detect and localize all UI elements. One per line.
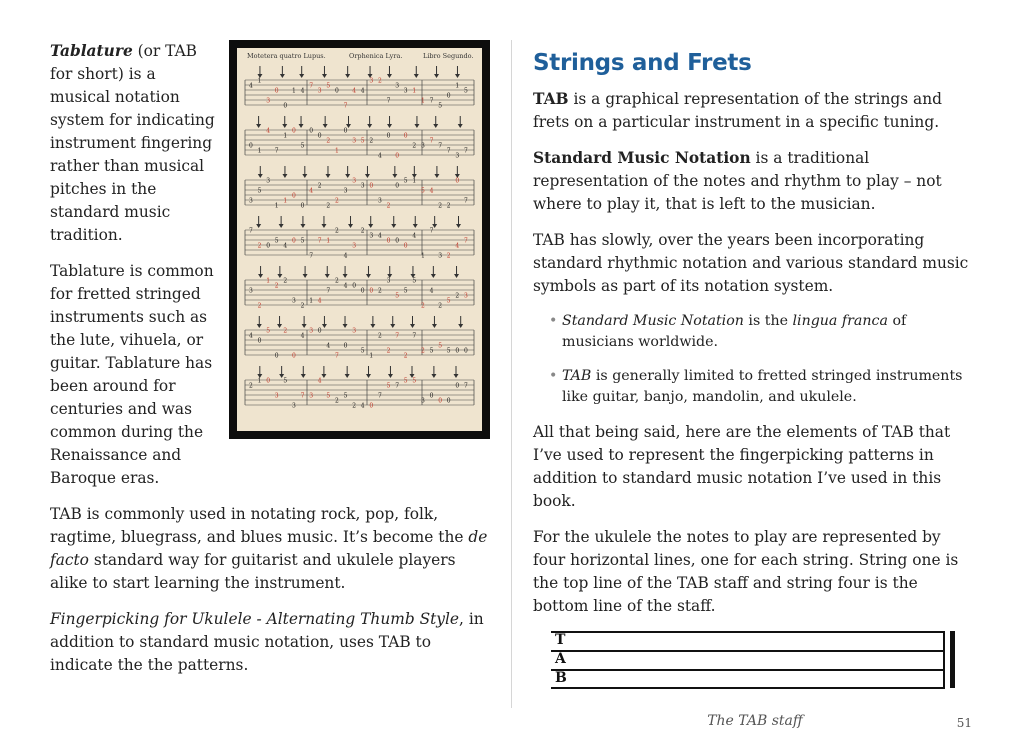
- plate-header-left: Motetera quatro Lupus.: [247, 52, 326, 60]
- book-title: Fingerpicking for Ukulele - Alternating Thumb Style: [50, 610, 460, 628]
- column-divider: [511, 40, 512, 708]
- svg-text:5: 5: [446, 347, 451, 355]
- svg-text:4: 4: [283, 242, 288, 250]
- svg-text:4: 4: [429, 287, 434, 295]
- svg-text:7: 7: [326, 287, 331, 295]
- svg-text:4: 4: [317, 297, 322, 305]
- svg-text:0: 0: [274, 352, 279, 360]
- svg-text:0: 0: [455, 347, 460, 355]
- svg-text:7: 7: [249, 227, 253, 235]
- svg-text:7: 7: [429, 97, 434, 105]
- svg-text:0: 0: [360, 287, 365, 295]
- svg-text:1: 1: [257, 77, 262, 85]
- svg-text:2: 2: [335, 227, 339, 235]
- comparison-bullets: [549, 311, 977, 408]
- svg-text:0: 0: [317, 327, 322, 335]
- tablature-manuscript-drawing: [237, 48, 482, 431]
- tablature-history-paragraph: Tablature is common for fretted stringed instruments such as the lute, vihuela, or guitar. Tablature has been around for centuries and was common during the Renaissance and Baroque eras.: [50, 262, 214, 487]
- svg-text:0: 0: [446, 397, 451, 405]
- svg-text:3: 3: [378, 197, 382, 205]
- svg-text:1: 1: [326, 237, 331, 245]
- svg-text:0: 0: [257, 337, 262, 345]
- svg-text:3: 3: [274, 392, 279, 400]
- svg-text:3: 3: [395, 82, 400, 90]
- svg-text:2: 2: [317, 182, 322, 190]
- svg-text:0: 0: [300, 202, 305, 210]
- svg-text:0: 0: [266, 377, 271, 385]
- svg-text:3: 3: [292, 402, 296, 410]
- svg-text:0: 0: [369, 287, 374, 295]
- svg-text:7: 7: [464, 382, 468, 390]
- svg-text:0: 0: [292, 352, 296, 360]
- tab-evolution-paragraph: TAB has slowly, over the years been incorporating standard rhythmic notation and various standard music symbols as part of its notation system.: [533, 231, 969, 295]
- bullet-dot-icon: •: [549, 313, 558, 329]
- svg-text:1: 1: [412, 87, 417, 95]
- svg-text:2: 2: [369, 137, 374, 145]
- svg-text:7: 7: [438, 142, 443, 150]
- svg-text:1: 1: [292, 87, 296, 95]
- svg-text:7: 7: [274, 147, 279, 155]
- svg-text:0: 0: [455, 177, 460, 185]
- svg-text:3: 3: [352, 242, 357, 250]
- svg-text:0: 0: [274, 87, 279, 95]
- tab-definition-paragraph: TAB is a graphical representation of the strings and frets on a particular instrument in a specific tuning.: [533, 90, 942, 131]
- svg-text:0: 0: [386, 237, 391, 245]
- svg-text:3: 3: [403, 87, 408, 95]
- svg-text:2: 2: [360, 227, 365, 235]
- staff-letter-b: B: [555, 670, 567, 686]
- svg-text:2: 2: [283, 327, 288, 335]
- staff-line: [551, 631, 945, 633]
- staff-letter-a: A: [555, 651, 566, 667]
- svg-text:7: 7: [378, 392, 382, 400]
- svg-text:3: 3: [369, 232, 374, 240]
- svg-text:3: 3: [386, 277, 391, 285]
- svg-text:2: 2: [421, 347, 425, 355]
- svg-text:7: 7: [464, 237, 468, 245]
- tab-staff-figure: [551, 631, 955, 691]
- svg-text:1: 1: [455, 82, 460, 90]
- svg-text:0: 0: [292, 192, 296, 200]
- svg-text:1: 1: [309, 297, 314, 305]
- svg-text:3: 3: [352, 177, 357, 185]
- svg-text:2: 2: [438, 202, 443, 210]
- svg-text:2: 2: [378, 332, 382, 340]
- svg-text:5: 5: [326, 392, 331, 400]
- svg-text:5: 5: [343, 392, 348, 400]
- svg-text:2: 2: [446, 252, 451, 260]
- svg-text:0: 0: [446, 92, 451, 100]
- svg-text:2: 2: [421, 302, 425, 310]
- svg-text:2: 2: [438, 302, 443, 310]
- svg-text:0: 0: [395, 182, 400, 190]
- left-column: [50, 40, 490, 690]
- svg-text:5: 5: [300, 142, 305, 150]
- svg-text:0: 0: [335, 87, 339, 95]
- svg-text:1: 1: [421, 97, 425, 105]
- tablature-intro-paragraph: Tablature (or TAB for short) is a musical notation system for indicating instrument fingering rather than musical pitches in the standard music tradition.: [50, 42, 215, 244]
- svg-text:5: 5: [257, 187, 262, 195]
- svg-text:4: 4: [343, 282, 348, 290]
- svg-text:4: 4: [300, 332, 305, 340]
- svg-text:5: 5: [326, 82, 331, 90]
- svg-text:5: 5: [395, 292, 400, 300]
- svg-text:3: 3: [352, 327, 357, 335]
- elements-intro-paragraph: All that being said, here are the elements of TAB that I’ve used to represent the fingerpicking patterns in addition to standard music notation I’ve used in this book.: [533, 423, 951, 510]
- svg-text:0: 0: [317, 132, 322, 140]
- svg-text:3: 3: [249, 197, 253, 205]
- svg-text:1: 1: [274, 202, 279, 210]
- tablature-term: Tablature: [50, 42, 133, 60]
- svg-text:2: 2: [446, 202, 451, 210]
- svg-text:0: 0: [395, 237, 400, 245]
- bullet-item: • Standard Music Notation is the lingua franca of musicians worldwide.: [549, 313, 907, 350]
- svg-text:5: 5: [421, 187, 425, 195]
- svg-text:3: 3: [309, 327, 314, 335]
- svg-text:7: 7: [464, 197, 468, 205]
- svg-text:2: 2: [326, 137, 331, 145]
- svg-text:3: 3: [343, 187, 348, 195]
- svg-text:2: 2: [335, 277, 339, 285]
- svg-text:7: 7: [309, 82, 314, 90]
- section-heading: Strings and Frets: [533, 50, 752, 76]
- svg-text:5: 5: [283, 377, 288, 385]
- svg-text:0: 0: [395, 152, 400, 160]
- plate-header-mid: Orphenica Lyra.: [349, 52, 403, 60]
- svg-text:2: 2: [386, 202, 391, 210]
- svg-text:7: 7: [335, 352, 339, 360]
- svg-text:2: 2: [378, 77, 382, 85]
- svg-text:4: 4: [317, 377, 322, 385]
- svg-text:5: 5: [429, 347, 434, 355]
- svg-text:5: 5: [300, 237, 305, 245]
- svg-text:3: 3: [455, 152, 460, 160]
- svg-text:2: 2: [283, 277, 288, 285]
- svg-text:0: 0: [249, 142, 253, 150]
- svg-text:0: 0: [292, 127, 296, 135]
- staff-line: [551, 687, 945, 689]
- svg-text:2: 2: [335, 397, 339, 405]
- svg-text:7: 7: [317, 237, 322, 245]
- right-column: [533, 40, 977, 729]
- svg-text:5: 5: [274, 237, 279, 245]
- svg-text:4: 4: [360, 402, 365, 410]
- svg-text:3: 3: [421, 142, 425, 150]
- svg-text:7: 7: [429, 137, 434, 145]
- svg-text:2: 2: [300, 302, 305, 310]
- svg-text:2: 2: [412, 142, 417, 150]
- svg-text:4: 4: [343, 252, 348, 260]
- svg-text:4: 4: [300, 87, 305, 95]
- staff-line: [551, 669, 945, 671]
- svg-text:4: 4: [455, 242, 460, 250]
- svg-text:2: 2: [335, 197, 339, 205]
- svg-text:2: 2: [352, 402, 357, 410]
- svg-text:7: 7: [386, 97, 391, 105]
- svg-text:7: 7: [395, 332, 400, 340]
- book-tab-paragraph: Fingerpicking for Ukulele - Alternating Thumb Style, in addition to standard music notation, uses TAB to indicate the the patterns.: [50, 610, 484, 674]
- svg-text:2: 2: [403, 352, 408, 360]
- svg-text:1: 1: [421, 252, 425, 260]
- svg-text:1: 1: [266, 277, 271, 285]
- svg-text:2: 2: [326, 202, 331, 210]
- svg-text:5: 5: [403, 377, 408, 385]
- svg-text:5: 5: [464, 87, 468, 95]
- svg-text:1: 1: [257, 377, 262, 385]
- svg-text:5: 5: [360, 347, 365, 355]
- svg-text:0: 0: [309, 127, 314, 135]
- svg-text:4: 4: [352, 87, 357, 95]
- svg-text:5: 5: [403, 287, 408, 295]
- svg-text:7: 7: [309, 252, 314, 260]
- bullet-item: • TAB is generally limited to fretted stringed instruments like guitar, banjo, mandolin, and ukulele.: [549, 368, 963, 405]
- svg-text:3: 3: [438, 252, 443, 260]
- svg-text:0: 0: [283, 102, 288, 110]
- tablature-manuscript-image: [229, 40, 490, 439]
- svg-text:0: 0: [403, 132, 408, 140]
- svg-text:0: 0: [369, 402, 374, 410]
- svg-text:5: 5: [360, 137, 365, 145]
- svg-text:3: 3: [369, 77, 374, 85]
- standard-notation-paragraph: Standard Music Notation is a traditional representation of the notes and rhythm to play – not where to play it, that is left to the musician.: [533, 149, 942, 213]
- bullet-dot-icon: •: [549, 368, 558, 384]
- svg-text:0: 0: [343, 127, 348, 135]
- plate-header-right: Libro Segundo.: [423, 52, 474, 60]
- svg-text:4: 4: [360, 87, 365, 95]
- svg-text:0: 0: [403, 242, 408, 250]
- svg-text:3: 3: [309, 392, 314, 400]
- svg-text:2: 2: [455, 292, 460, 300]
- svg-text:4: 4: [266, 127, 271, 135]
- svg-text:0: 0: [369, 182, 374, 190]
- svg-text:5: 5: [403, 177, 408, 185]
- svg-text:4: 4: [412, 232, 417, 240]
- svg-text:4: 4: [249, 332, 253, 340]
- svg-text:0: 0: [464, 347, 468, 355]
- svg-text:7: 7: [300, 392, 305, 400]
- svg-text:2: 2: [386, 347, 391, 355]
- svg-text:1: 1: [257, 147, 262, 155]
- svg-text:1: 1: [283, 132, 288, 140]
- svg-text:5: 5: [446, 297, 451, 305]
- svg-text:4: 4: [429, 187, 434, 195]
- svg-text:5: 5: [266, 327, 271, 335]
- svg-text:1: 1: [369, 352, 374, 360]
- svg-text:0: 0: [386, 132, 391, 140]
- svg-text:4: 4: [249, 82, 253, 90]
- svg-text:7: 7: [412, 332, 417, 340]
- svg-text:5: 5: [412, 277, 417, 285]
- svg-text:2: 2: [257, 242, 262, 250]
- svg-text:1: 1: [283, 197, 288, 205]
- svg-text:2: 2: [257, 302, 262, 310]
- svg-text:7: 7: [464, 147, 468, 155]
- svg-text:5: 5: [438, 342, 443, 350]
- svg-text:3: 3: [266, 177, 271, 185]
- svg-text:3: 3: [249, 287, 253, 295]
- staff-barline-thin: [943, 631, 945, 688]
- svg-text:4: 4: [378, 152, 382, 160]
- svg-text:4: 4: [326, 342, 331, 350]
- svg-text:1: 1: [412, 177, 417, 185]
- svg-text:7: 7: [429, 227, 434, 235]
- svg-text:3: 3: [317, 87, 322, 95]
- svg-text:3: 3: [352, 137, 357, 145]
- svg-text:5: 5: [386, 382, 391, 390]
- page-number: 51: [956, 716, 972, 730]
- svg-text:2: 2: [249, 382, 253, 390]
- svg-text:0: 0: [266, 242, 271, 250]
- svg-text:0: 0: [429, 392, 434, 400]
- svg-text:0: 0: [455, 382, 460, 390]
- svg-text:5: 5: [412, 377, 417, 385]
- svg-text:2: 2: [274, 282, 279, 290]
- svg-text:3: 3: [421, 397, 425, 405]
- svg-text:3: 3: [266, 97, 271, 105]
- svg-text:0: 0: [292, 237, 296, 245]
- svg-text:3: 3: [464, 292, 468, 300]
- staff-line: [551, 650, 945, 652]
- svg-text:1: 1: [335, 147, 339, 155]
- svg-text:7: 7: [446, 147, 451, 155]
- tab-usage-paragraph: TAB is commonly used in notating rock, pop, folk, ragtime, bluegrass, and blues music. It’s become the de facto standard way for guitarist and ukulele players alike to start learning the instrument.: [50, 505, 488, 592]
- svg-text:7: 7: [395, 382, 400, 390]
- svg-text:0: 0: [343, 342, 348, 350]
- svg-text:7: 7: [343, 102, 348, 110]
- svg-text:0: 0: [352, 282, 357, 290]
- staff-letter-t: T: [555, 632, 566, 648]
- staff-description-paragraph: For the ukulele the notes to play are represented by four horizontal lines, one for each string. String one is the top line of the TAB staff and string four is the bottom line of the staff.: [533, 528, 959, 615]
- svg-text:4: 4: [309, 187, 314, 195]
- svg-text:0: 0: [438, 397, 443, 405]
- svg-text:5: 5: [438, 102, 443, 110]
- svg-text:4: 4: [378, 232, 382, 240]
- svg-text:3: 3: [292, 297, 296, 305]
- figure-caption: The TAB staff: [707, 713, 803, 729]
- svg-text:3: 3: [360, 182, 365, 190]
- svg-text:2: 2: [378, 287, 382, 295]
- staff-barline-thick: [950, 631, 955, 688]
